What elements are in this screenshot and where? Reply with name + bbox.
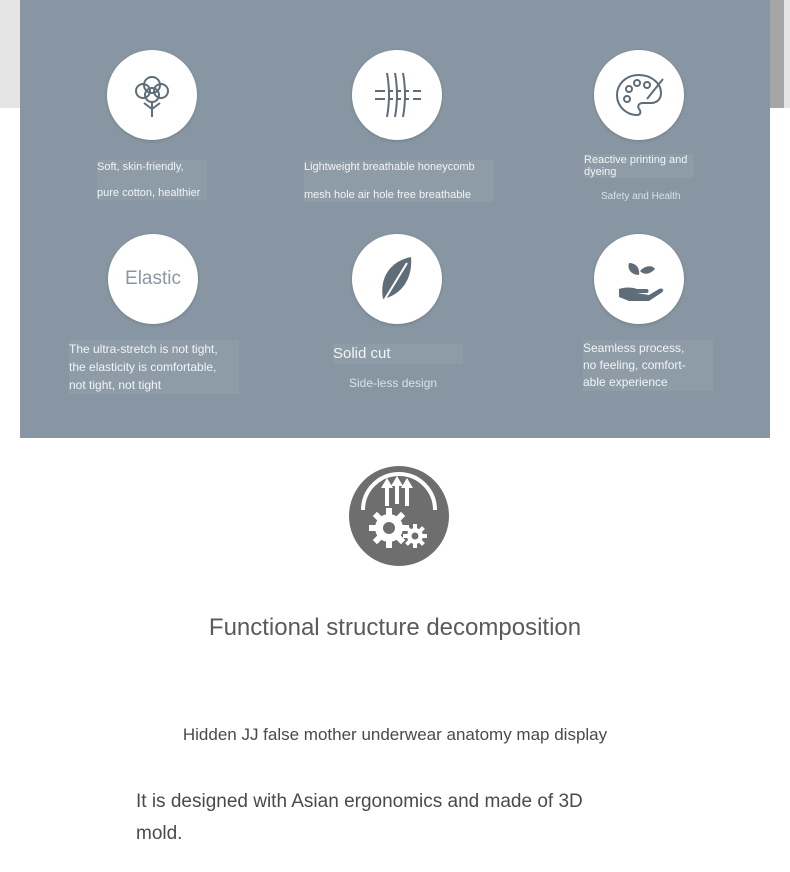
- feature-panel: [20, 0, 770, 438]
- feature-6-text: Seamless process, no feeling, comfort- able experience: [583, 340, 713, 391]
- feature-5-title: Solid cut: [333, 344, 463, 364]
- gear-arrows-icon: [349, 466, 449, 566]
- feature-5-subtitle: Side-less design: [349, 376, 438, 390]
- section-subtitle: Hidden JJ false mother underwear anatomy map display: [182, 725, 608, 744]
- breathable-mesh-icon: [352, 50, 442, 140]
- cotton-icon: [107, 50, 197, 140]
- feature-3-text: Reactive printing and dyeing: [584, 154, 694, 178]
- hand-plant-icon: [594, 234, 684, 324]
- feature-1-text: Soft, skin-friendly, pure cotton, healthier: [97, 160, 207, 200]
- section-description: It is designed with Asian ergonomics and made of 3D mold.: [136, 791, 583, 844]
- palette-icon: [594, 50, 684, 140]
- feature-4-text: The ultra-stretch is not tight, the elasticity is comfortable, not tight, not tight: [69, 340, 239, 394]
- elastic-badge: [108, 234, 198, 324]
- feature-3-subtitle: Safety and Health: [601, 191, 681, 202]
- background-strip-edge: [770, 0, 784, 108]
- elastic-label: Elastic: [125, 268, 181, 289]
- leaf-icon: [352, 234, 442, 324]
- section-title: Functional structure decomposition: [208, 614, 582, 641]
- feature-2-text: Lightweight breathable honeycomb mesh hole air hole free breathable: [304, 160, 494, 202]
